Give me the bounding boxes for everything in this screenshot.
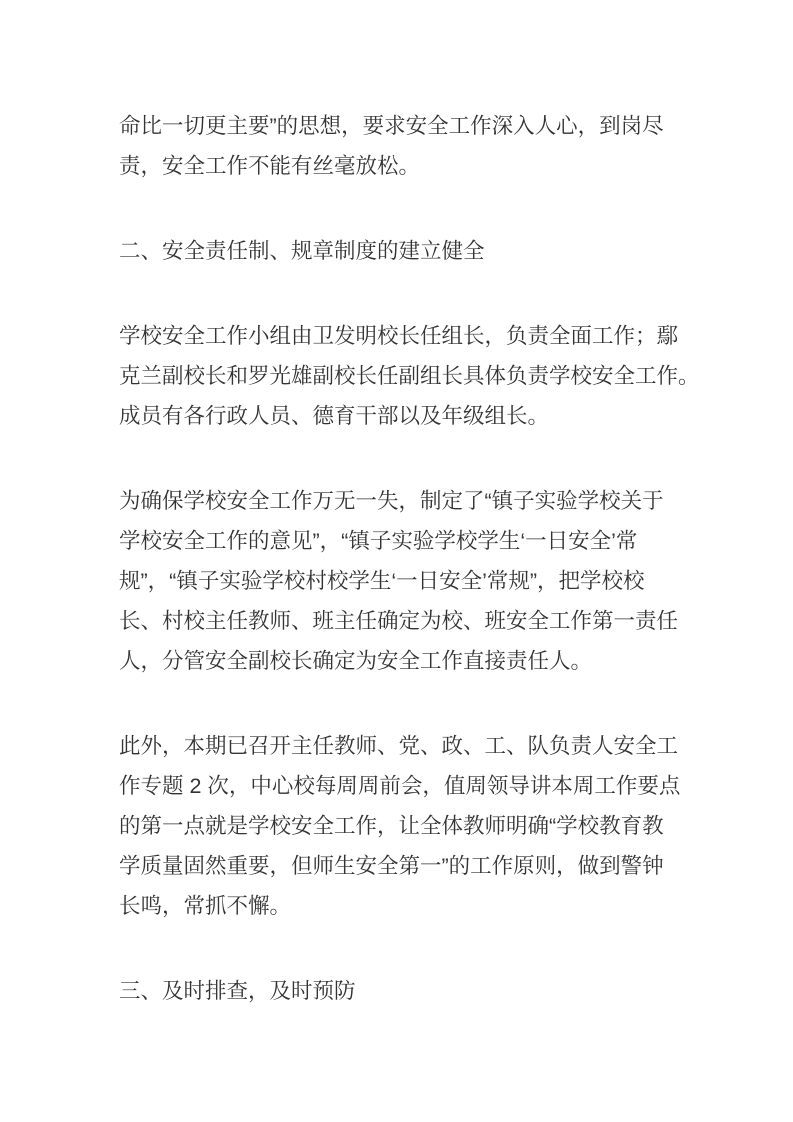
section-heading-2 <box>119 231 739 271</box>
paragraph-line: 人，分管安全副校长确定为安全工作直接责任人。 <box>119 649 593 673</box>
paragraph-safety-thought <box>119 106 739 186</box>
paragraph-safety-meetings <box>119 726 739 926</box>
paragraph-safety-group <box>119 316 739 436</box>
paragraph-line: 克兰副校长和罗光雄副校长任副组长具体负责学校安全工作。 <box>119 364 700 388</box>
heading-line: 二、安全责任制、规章制度的建立健全 <box>119 239 485 263</box>
document-body <box>119 106 739 1056</box>
paragraph-line: 长、村校主任教师、班主任确定为校、班安全工作第一责任 <box>119 609 679 633</box>
paragraph-safety-rules <box>119 481 739 681</box>
paragraph-line: 成员有各行政人员、德育干部以及年级组长。 <box>119 404 550 428</box>
paragraph-line: 学校安全工作小组由卫发明校长任组长，负责全面工作；鄢 <box>119 324 679 348</box>
paragraph-line: 此外，本期已召开主任教师、党、政、工、队负责人安全工 <box>119 734 679 758</box>
heading-line: 三、及时排查，及时预防 <box>119 979 356 1003</box>
paragraph-line: 责，安全工作不能有丝毫放松。 <box>119 154 421 178</box>
paragraph-line: 长鸣，常抓不懈。 <box>119 894 292 918</box>
paragraph-line: 为确保学校安全工作万无一失，制定了“镇子实验学校关于 <box>119 489 664 513</box>
paragraph-line: 学质量固然重要，但师生安全第一”的工作原则，做到警钟 <box>119 854 664 878</box>
paragraph-line: 作专题 2 次，中心校每周周前会，值周领导讲本周工作要点 <box>119 774 681 798</box>
paragraph-line: 的第一点就是学校安全工作，让全体教师明确“学校教育教 <box>119 814 664 838</box>
paragraph-line: 命比一切更主要”的思想，要求安全工作深入人心，到岗尽 <box>119 114 664 138</box>
paragraph-line: 学校安全工作的意见”，“镇子实验学校学生‘一日安全’常 <box>119 529 638 553</box>
paragraph-line: 规”，“镇子实验学校村校学生‘一日安全’常规”，把学校校 <box>119 569 645 593</box>
section-heading-3 <box>119 971 739 1011</box>
